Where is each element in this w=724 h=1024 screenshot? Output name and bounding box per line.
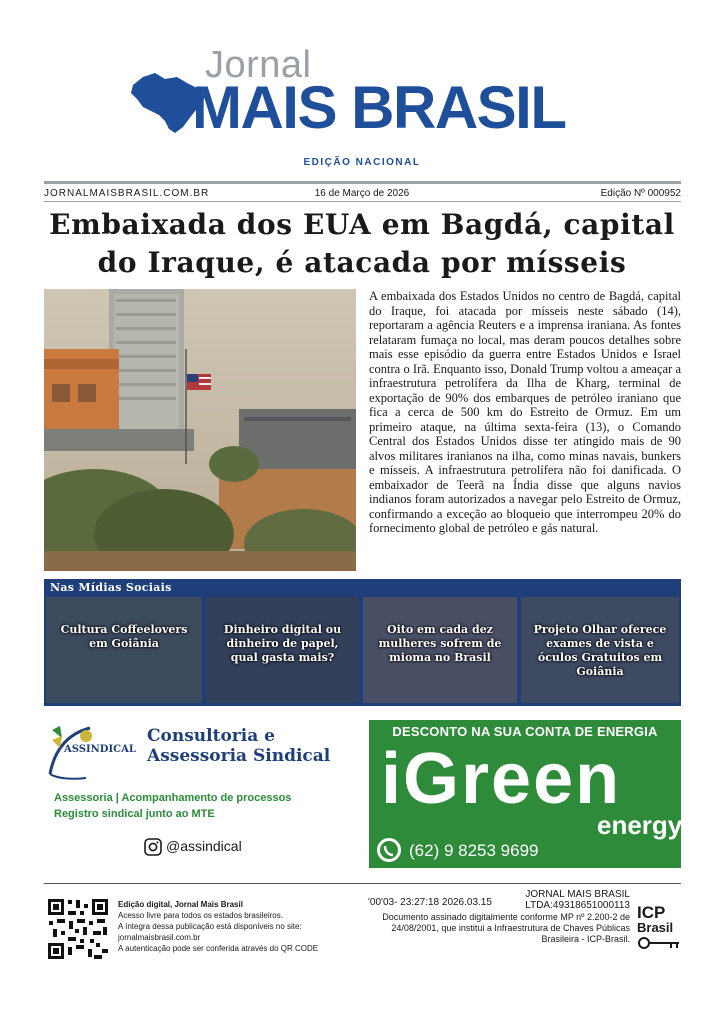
icp-bottom-text: Brasil bbox=[637, 920, 674, 935]
social-card-caption: Dinheiro digital ou dinheiro de papel, qual gasta mais? bbox=[223, 623, 342, 664]
site-url[interactable]: JORNALMAISBRASIL.COM.BR bbox=[44, 188, 210, 199]
social-card-caption: Oito em cada dez mulheres sofrem de mioma no Brasil bbox=[378, 623, 502, 664]
ad-assindical[interactable] bbox=[44, 720, 361, 868]
assindical-services bbox=[54, 790, 291, 822]
headline: Embaixada dos EUA em Bagdá, capital do Iraque, é atacada por mísseis bbox=[49, 208, 675, 279]
social-card-mioma[interactable] bbox=[363, 597, 517, 703]
signer-line2: LTDA:49318651000113 bbox=[525, 900, 630, 911]
igreen-phone[interactable]: (62) 9 8253 9699 bbox=[409, 841, 539, 860]
assindical-title-line2: Assessoria Sindical bbox=[147, 746, 331, 766]
footer-line: A autenticação pode ser conferida através do QR CODE bbox=[118, 944, 319, 953]
social-card-caption: Projeto Olhar oferece exames de vista e óculos Gratuitos em Goiânia bbox=[533, 623, 667, 678]
signature-document-text: Documento assinado digitalmente conforme MP nº 2.200-2 de 24/08/2001, que institui a Infraestrutura de Chaves Públicas Brasileira - ICP-Brasil. bbox=[382, 912, 630, 944]
assindical-services-line2: Registro sindical junto ao MTE bbox=[54, 808, 215, 820]
whatsapp-icon bbox=[375, 836, 403, 864]
key-icon bbox=[637, 935, 681, 951]
masthead-jornal: Jornal bbox=[205, 44, 312, 86]
assindical-title bbox=[147, 726, 330, 766]
qr-code-icon[interactable] bbox=[46, 897, 110, 961]
signature-timestamp: '00'03- 23:27:18 2026.03.15 bbox=[368, 897, 492, 908]
edition-label: EDIÇÃO NACIONAL bbox=[303, 157, 421, 168]
assindical-title-line1: Consultoria e bbox=[147, 726, 275, 746]
article-body: A embaixada dos Estados Unidos no centro de Bagdá, capital do Iraque, foi atacada por mísseis neste sábado (14), reportaram a agência Reuters e a imprensa iraniana. As fontes relataram fumaça no local, mas deram poucos detalhes sobre mais esse episódio da guerra entre Estados Unidos e Israel contra o Irã. Enquanto isso, Donald Trump voltou a ameaçar a infraestrutura petrolífera da Ilha de Kharg, terminal de exportação de 90% dos embarques de petróleo iraniano que fica a cerca de 500 km do Estreito de Ormuz. Em um primeiro ataque, na última sexta-feira (13), o Comando Central dos Estados Unidos disse ter atingido mais de 90 alvos militares iranianos na ilha, como minas navais, bunkers e mísseis. A infraestrutura petrolífera não foi danificada. O embaixador de Teerã na Índia disse que alguns navios indianos foram autorizados a navegar pelo Estreito de Ormuz, confirmando a exceção ao bloqueio que interrompeu 20% do fornecimento global de petróleo e gás natural. bbox=[369, 289, 681, 535]
instagram-icon bbox=[144, 838, 162, 856]
footer-rule bbox=[44, 883, 681, 884]
signer-name bbox=[525, 889, 630, 911]
masthead-brand: MAIS BRASIL bbox=[192, 74, 566, 141]
social-card-coffee[interactable] bbox=[46, 597, 202, 703]
footer-note bbox=[118, 899, 318, 954]
footer-line: A íntegra dessa publicação está disponíveis no site: bbox=[118, 922, 302, 931]
social-title: Nas Mídias Sociais bbox=[50, 581, 172, 594]
igreen-banner: DESCONTO NA SUA CONTA DE ENERGIA bbox=[392, 724, 658, 739]
assindical-handle: @assindical bbox=[166, 838, 242, 854]
edition-number: Edição Nº 000952 bbox=[600, 188, 681, 199]
social-card-money[interactable] bbox=[206, 597, 359, 703]
igreen-sub: energy. bbox=[597, 810, 688, 840]
footer-line: Acesso livre para todos os estados brasileiros. bbox=[118, 911, 283, 920]
footer-title: Edição digital, Jornal Mais Brasil bbox=[118, 900, 243, 909]
issue-date: 16 de Março de 2026 bbox=[314, 188, 410, 199]
social-card-caption: Cultura Coffeelovers em Goiânia bbox=[60, 623, 188, 650]
ad-igreen[interactable] bbox=[369, 720, 688, 868]
masthead-rule bbox=[44, 181, 681, 184]
icp-brasil-logo bbox=[637, 904, 683, 960]
social-card-olhar[interactable] bbox=[521, 597, 679, 703]
assindical-logo-text: ASSINDICAL bbox=[64, 744, 136, 755]
icp-top-text: ICP bbox=[637, 903, 666, 922]
footer-site-link[interactable]: jornalmaisbrasil.com.br bbox=[118, 933, 201, 942]
embassy-photo bbox=[44, 289, 356, 571]
assindical-services-line1: Assessoria | Acompanhamento de processos bbox=[54, 792, 292, 804]
igreen-brand: iGreen bbox=[381, 739, 622, 819]
signer-line1: JORNAL MAIS BRASIL bbox=[525, 889, 630, 900]
meta-rule bbox=[44, 201, 681, 202]
